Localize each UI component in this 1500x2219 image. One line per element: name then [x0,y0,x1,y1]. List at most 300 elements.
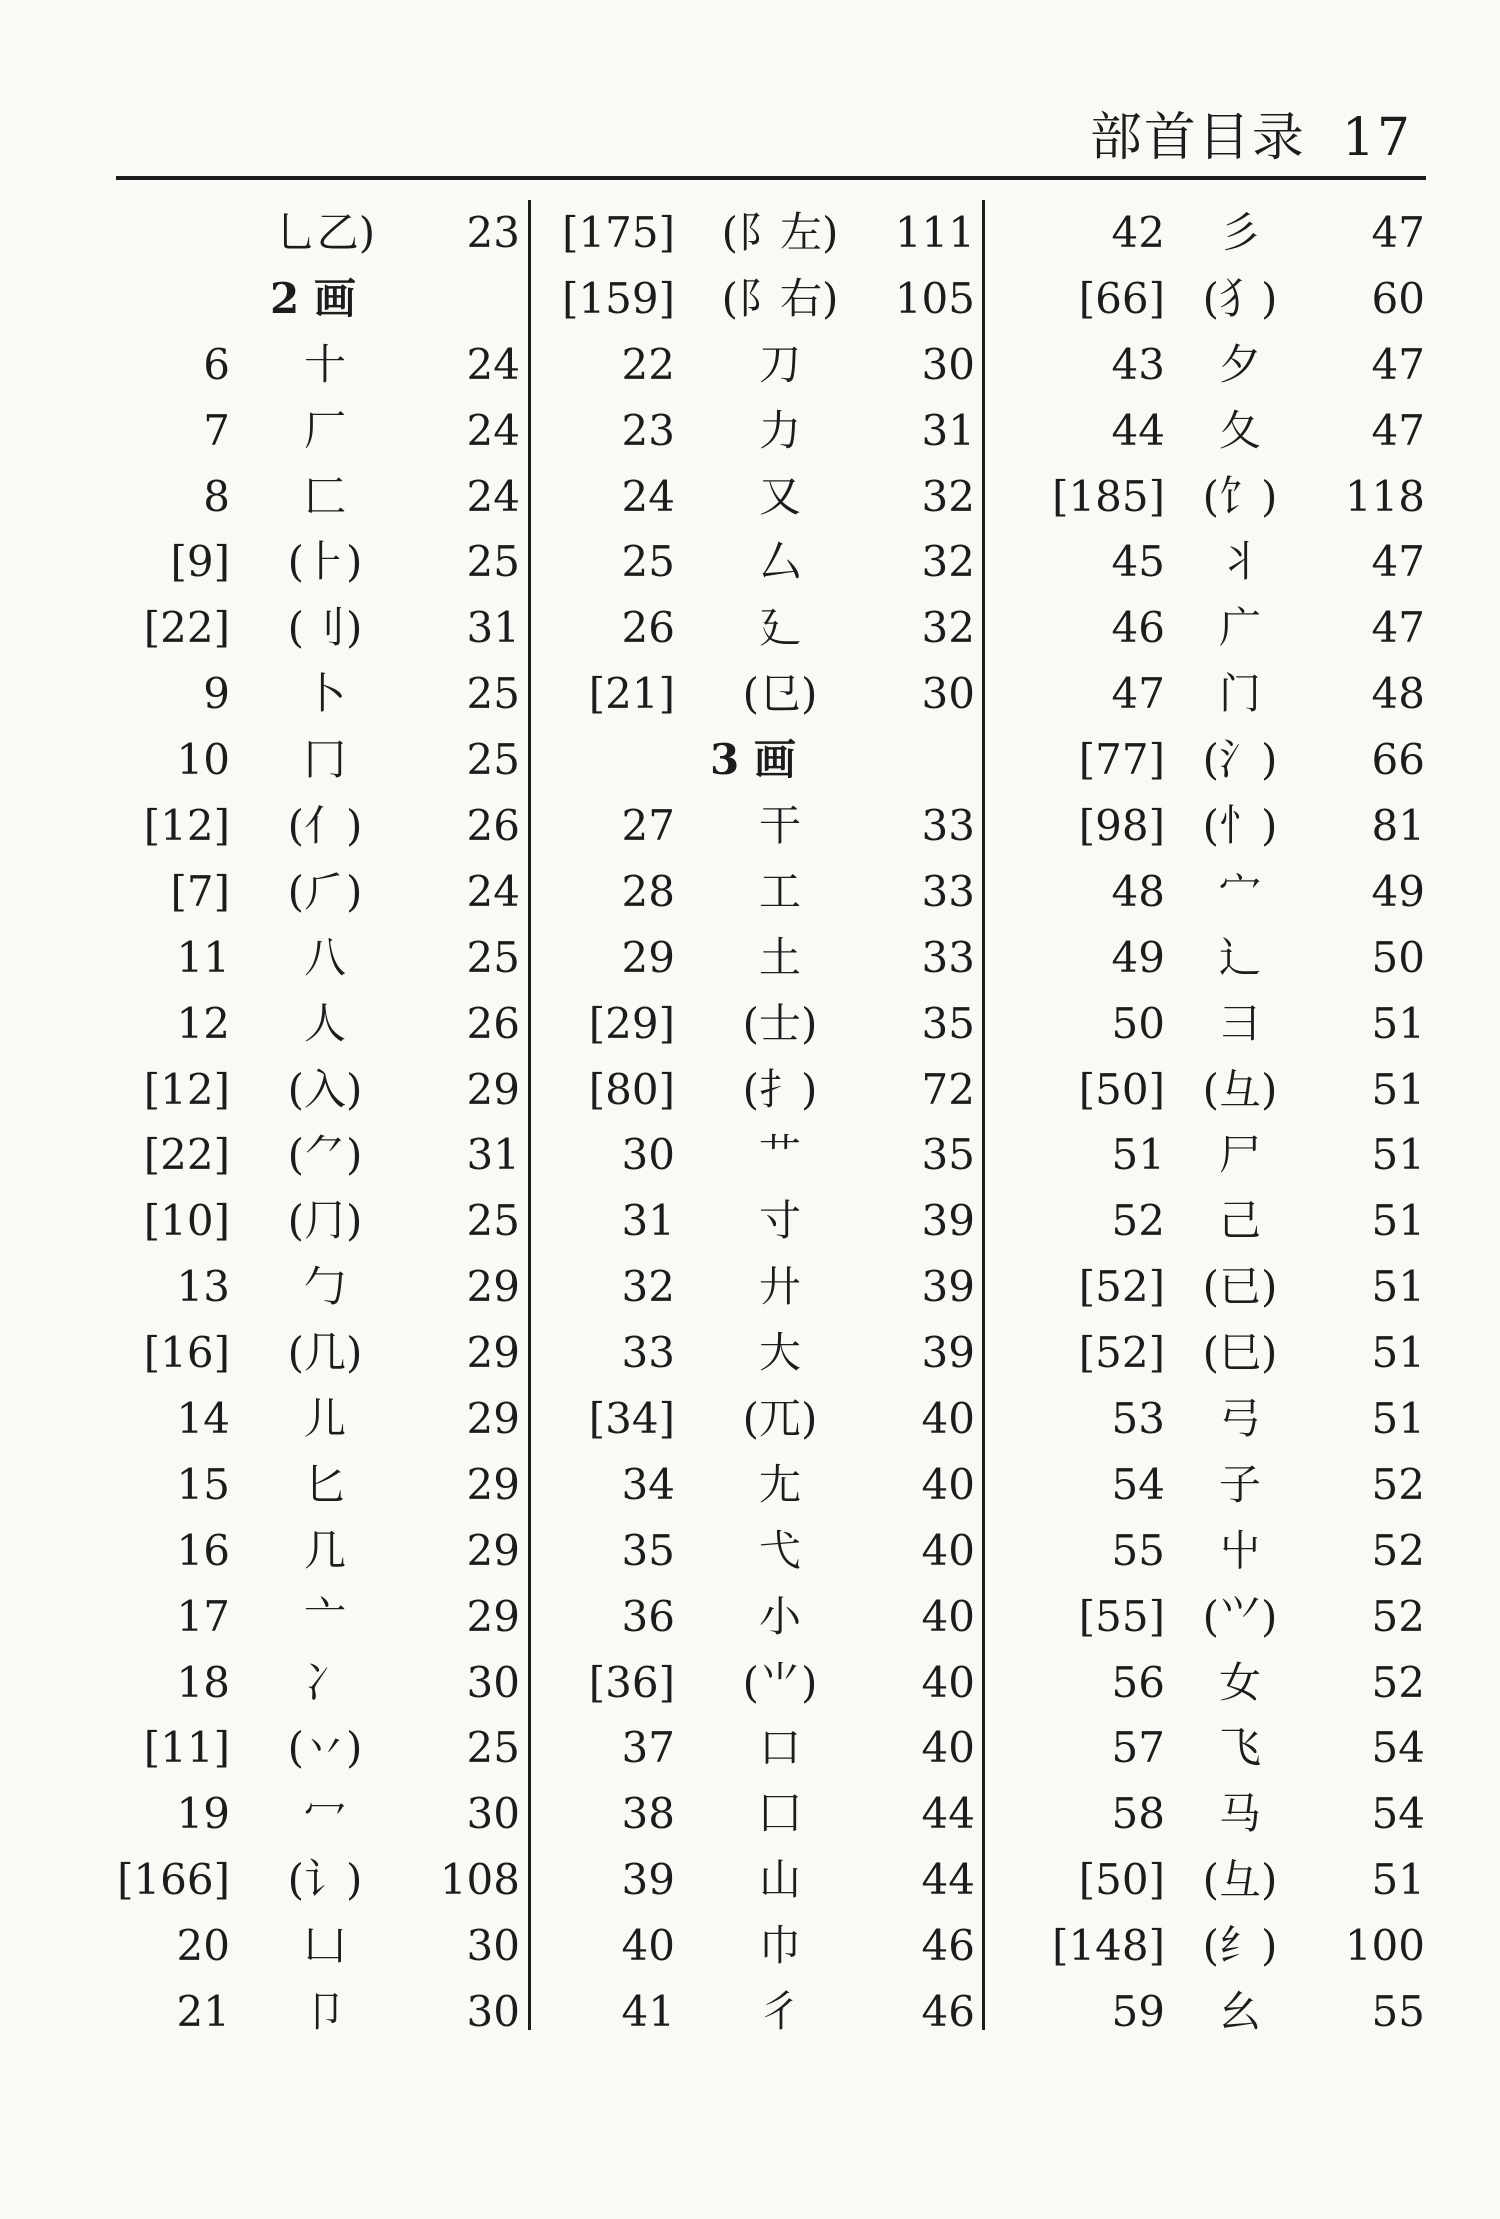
radical-glyph: (⺍) [1202,1591,1278,1641]
radical-entry [540,595,980,661]
radical-glyph: (入) [287,1064,363,1114]
radical-number: 35 [621,1525,675,1575]
radical-number: 56 [1111,1657,1165,1707]
radical-number: [50] [1078,1064,1165,1114]
radical-glyph: 己 [1218,1196,1261,1246]
page-ref: 51 [1371,1196,1425,1246]
radical-entry [995,1584,1425,1650]
radical-entry [995,529,1425,595]
radical-entry [995,859,1425,925]
radical-number: [12] [143,1064,230,1114]
page-ref: 24 [466,405,520,455]
radical-entry [540,1781,980,1847]
page-ref: 29 [466,1262,520,1312]
radical-number: [22] [143,603,230,653]
radical-glyph: 勹 [303,1262,346,1312]
radical-entry [540,1847,980,1913]
radical-number: 51 [1111,1130,1165,1180]
radical-number: [34] [588,1394,675,1444]
radical-column-2 [540,200,980,2045]
radical-number: 43 [1111,339,1165,389]
radical-entry [90,1913,520,1979]
radical-entry [540,1979,980,2045]
radical-number: 54 [1111,1459,1165,1509]
radical-number: 25 [621,537,675,587]
radical-glyph: 夂 [1218,405,1261,455]
radical-entry [995,727,1425,793]
page-ref: 30 [466,1657,520,1707]
page-ref: 40 [921,1723,975,1773]
radical-number: 39 [621,1855,675,1905]
page-ref: 35 [921,998,975,1048]
radical-glyph: 屮 [1218,1525,1261,1575]
radical-number: 49 [1111,932,1165,982]
radical-number: [21] [588,669,675,719]
radical-number: 48 [1111,866,1165,916]
page-ref: 47 [1371,405,1425,455]
radical-number: [148] [1052,1921,1165,1971]
radical-entry [995,1781,1425,1847]
radical-entry [995,1650,1425,1716]
radical-number: 13 [176,1262,230,1312]
page-ref: 66 [1371,735,1425,785]
radical-entry [90,1452,520,1518]
page-ref: 29 [466,1525,520,1575]
radical-number: 36 [621,1591,675,1641]
radical-entry [995,991,1425,1057]
page-header [0,108,1412,168]
radical-glyph: (扌) [742,1064,818,1114]
radical-glyph: 女 [1218,1657,1261,1707]
radical-number: 18 [176,1657,230,1707]
radical-number: [11] [143,1723,230,1773]
radical-glyph: 土 [758,932,801,982]
radical-number: 21 [176,1987,230,2037]
radical-number: 55 [1111,1525,1165,1575]
page-ref: 29 [466,1591,520,1641]
radical-number: [12] [143,801,230,851]
radical-number: 11 [176,932,230,982]
radical-glyph: 囗 [758,1789,801,1839]
radical-number: 14 [176,1394,230,1444]
page-ref: 26 [466,801,520,851]
radical-glyph: 山 [758,1855,801,1905]
radical-entry [995,1122,1425,1188]
radical-glyph: 宀 [1218,866,1261,916]
radical-number: [36] [588,1657,675,1707]
radical-glyph: 冫 [303,1657,346,1707]
radical-number: 32 [621,1262,675,1312]
radical-glyph: 子 [1218,1459,1261,1509]
radical-number: [52] [1078,1262,1165,1312]
page-ref: 46 [921,1987,975,2037]
radical-entry [995,1320,1425,1386]
page-ref: 47 [1371,339,1425,389]
page-ref: 44 [921,1855,975,1905]
page-ref: 25 [466,932,520,982]
radical-number: 46 [1111,603,1165,653]
radical-number: 40 [621,1921,675,1971]
page-ref: 35 [921,1130,975,1180]
page-ref: 31 [921,405,975,455]
radical-entry [540,266,980,332]
page-ref: 25 [466,735,520,785]
radical-number: 59 [1111,1987,1165,2037]
radical-number: 6 [203,339,230,389]
radical-glyph: 工 [758,866,801,916]
page-ref: 51 [1371,1394,1425,1444]
page-ref: 29 [466,1064,520,1114]
radical-entry [995,661,1425,727]
page-ref: 54 [1371,1789,1425,1839]
radical-entry [995,1979,1425,2045]
radical-number: 22 [621,339,675,389]
radical-glyph: 彡 [1218,208,1261,257]
radical-glyph: (⺌) [742,1657,818,1707]
radical-entry [90,595,520,661]
page-ref: 39 [921,1196,975,1246]
radical-glyph: (彑) [1202,1855,1278,1905]
page-ref: 52 [1371,1657,1425,1707]
page-ref: 51 [1371,1262,1425,1312]
radical-glyph: (⺈) [287,1130,363,1180]
radical-number: 26 [621,603,675,653]
radical-entry [995,332,1425,398]
radical-number: 20 [176,1921,230,1971]
radical-entry [90,1584,520,1650]
radical-glyph: 艹 [758,1130,801,1180]
radical-entry [540,1188,980,1254]
radical-glyph: (兀) [742,1394,818,1444]
page-ref: 40 [921,1394,975,1444]
page-ref: 39 [921,1262,975,1312]
page-ref: 46 [921,1921,975,1971]
radical-entry [995,398,1425,464]
radical-glyph: 尢 [758,1459,801,1509]
radical-glyph: 亠 [303,1591,346,1641]
radical-entry [90,727,520,793]
radical-glyph: (彑) [1202,1064,1278,1114]
radical-glyph: 尸 [1218,1130,1261,1180]
radical-glyph: (纟) [1202,1921,1278,1971]
radical-entry [540,925,980,991]
page-ref: 30 [921,669,975,719]
radical-number: 52 [1111,1196,1165,1246]
radical-glyph: 人 [303,998,346,1048]
radical-entry [90,1847,520,1913]
radical-number: 16 [176,1525,230,1575]
page-ref: 55 [1371,1987,1425,2037]
radical-number: [29] [588,998,675,1048]
page-ref: 118 [1344,471,1425,521]
radical-entry [90,529,520,595]
page-ref: 52 [1371,1525,1425,1575]
radical-entry [995,925,1425,991]
radical-number: 50 [1111,998,1165,1048]
radical-entry [540,1122,980,1188]
radical-glyph: (已) [1202,1262,1278,1312]
radical-entry [90,925,520,991]
radical-glyph: (氵) [1202,735,1278,785]
radical-entry [995,1518,1425,1584]
radical-entry [540,661,980,727]
radical-entry [90,398,520,464]
radical-glyph: (饣) [1202,471,1278,521]
radical-entry [90,661,520,727]
radical-glyph: (忄) [1202,801,1278,851]
radical-glyph: 弋 [758,1525,801,1575]
page-ref: 50 [1371,932,1425,982]
radical-entry [540,332,980,398]
radical-entry [90,1715,520,1781]
radical-entry [995,1057,1425,1123]
radical-entry [540,398,980,464]
radical-glyph: 彐 [1218,998,1261,1048]
radical-glyph: (讠) [287,1855,363,1905]
radical-glyph: 辶 [1218,932,1261,982]
radical-entry [90,332,520,398]
page-ref: 31 [466,603,520,653]
radical-number: 8 [203,471,230,521]
page-ref: 47 [1371,603,1425,653]
radical-glyph: (⺁) [287,866,363,916]
radical-entry [995,266,1425,332]
radical-number: 38 [621,1789,675,1839]
radical-number: 10 [176,735,230,785]
heading-label: 2 画 [270,273,356,323]
page-ref: 51 [1371,1855,1425,1905]
radical-number: 58 [1111,1789,1165,1839]
radical-number: 31 [621,1196,675,1246]
radical-glyph: 幺 [1218,1987,1261,2037]
radical-entry [540,1386,980,1452]
radical-number: [98] [1078,801,1165,851]
radical-number: 57 [1111,1723,1165,1773]
radical-entry [540,859,980,925]
page-title: 部首目录 [1089,108,1306,168]
radical-glyph: (㔾) [742,669,818,719]
radical-glyph: 十 [303,339,346,389]
radical-glyph: 刀 [758,339,801,389]
radical-glyph: 厶 [758,537,801,587]
page-number: 17 [1341,108,1412,168]
radical-column-1 [90,200,520,2045]
radical-glyph: 广 [1218,603,1261,653]
header-rule [116,176,1426,180]
page-ref: 52 [1371,1459,1425,1509]
radical-glyph: (士) [742,998,818,1048]
radical-entry [995,1847,1425,1913]
radical-number: 30 [621,1130,675,1180]
radical-glyph: 干 [758,801,801,851]
column-divider-2 [982,200,985,2030]
radical-glyph: 八 [303,932,346,982]
page-ref: 51 [1371,1064,1425,1114]
page-ref: 30 [466,1987,520,2037]
radical-entry [90,1254,520,1320]
radical-number: [80] [588,1064,675,1114]
stroke-count-heading [90,266,520,332]
radical-number: 44 [1111,405,1165,455]
page-ref: 108 [439,1855,520,1905]
page-ref: 29 [466,1459,520,1509]
radical-number: [55] [1078,1591,1165,1641]
radical-glyph: (⺆) [287,1196,363,1246]
page-ref: 54 [1371,1723,1425,1773]
radical-number: 34 [621,1459,675,1509]
page-ref: 32 [921,603,975,653]
radical-glyph: 门 [1218,669,1261,719]
radical-number: 41 [621,1987,675,2037]
radical-glyph: 口 [758,1723,801,1773]
radical-entry [90,1057,520,1123]
radical-number: [52] [1078,1328,1165,1378]
page-ref: 44 [921,1789,975,1839]
page-ref: 40 [921,1657,975,1707]
radical-number: [175] [562,208,675,257]
radical-number: 17 [176,1591,230,1641]
page-ref: 40 [921,1525,975,1575]
page-ref: 40 [921,1459,975,1509]
page-ref: 33 [921,801,975,851]
radical-entry [540,1320,980,1386]
radical-number: [7] [170,866,230,916]
radical-number: [50] [1078,1855,1165,1905]
radical-glyph: (犭) [1202,273,1278,323]
radical-number: [159] [562,273,675,323]
radical-glyph: 力 [758,405,801,455]
radical-number: [166] [117,1855,230,1905]
page-ref: 33 [921,866,975,916]
radical-glyph: 乚乙) [274,208,376,257]
radical-number: 15 [176,1459,230,1509]
radical-glyph: 冖 [303,1789,346,1839]
page-ref: 111 [894,208,975,257]
radical-entry [540,1913,980,1979]
radical-glyph: 小 [758,1591,801,1641]
radical-number: 47 [1111,669,1165,719]
radical-glyph: (亻) [287,801,363,851]
page-ref: 33 [921,932,975,982]
radical-number: 23 [621,405,675,455]
radical-number: 37 [621,1723,675,1773]
page-ref: 81 [1371,801,1425,851]
radical-glyph: 卜 [303,669,346,719]
radical-glyph: 卩 [303,1987,346,2037]
radical-glyph: 厂 [303,405,346,455]
page-ref: 30 [466,1921,520,1971]
radical-entry [995,1386,1425,1452]
page-ref: 25 [466,669,520,719]
page-ref: 29 [466,1328,520,1378]
radical-glyph: 飞 [1218,1723,1261,1773]
radical-number: [9] [170,537,230,587]
radical-number: 28 [621,866,675,916]
radical-entry [540,1715,980,1781]
radical-number: 7 [203,405,230,455]
radical-entry [995,1188,1425,1254]
radical-glyph: 匕 [303,1459,346,1509]
page-ref: 51 [1371,1130,1425,1180]
radical-entry [995,1913,1425,1979]
heading-label: 3 画 [710,735,796,785]
radical-entry [995,464,1425,530]
page-ref: 24 [466,339,520,389]
radical-glyph: 几 [303,1525,346,1575]
radical-glyph: 冂 [303,735,346,785]
radical-entry [90,1781,520,1847]
radical-entry [540,793,980,859]
page-ref: 100 [1344,1921,1425,1971]
page-ref: 39 [921,1328,975,1378]
radical-glyph: (刂) [287,603,363,653]
radical-entry [995,1715,1425,1781]
page-ref: 25 [466,1723,520,1773]
radical-entry [540,1452,980,1518]
page-ref: 47 [1371,537,1425,587]
radical-glyph: 弓 [1218,1394,1261,1444]
radical-glyph: 丬 [1218,537,1261,587]
radical-number: [22] [143,1130,230,1180]
radical-entry [90,793,520,859]
radical-glyph: 凵 [303,1921,346,1971]
radical-glyph: (⺊) [287,537,363,587]
radical-entry [540,464,980,530]
radical-entry [540,991,980,1057]
radical-number: [16] [143,1328,230,1378]
page-ref: 52 [1371,1591,1425,1641]
radical-glyph: 巾 [758,1921,801,1971]
radical-glyph: 马 [1218,1789,1261,1839]
radical-entry [90,1122,520,1188]
radical-entry [995,793,1425,859]
radical-number: 45 [1111,537,1165,587]
radical-entry [995,1452,1425,1518]
radical-number: 27 [621,801,675,851]
radical-glyph: 夕 [1218,339,1261,389]
radical-glyph: 寸 [758,1196,801,1246]
radical-glyph: 廾 [758,1262,801,1312]
page-ref: 51 [1371,1328,1425,1378]
radical-entry [90,859,520,925]
radical-glyph: (阝右) [721,273,839,323]
radical-entry [90,1320,520,1386]
radical-number: 9 [203,669,230,719]
radical-number: 53 [1111,1394,1165,1444]
radical-glyph: 大 [758,1328,801,1378]
page-ref: 23 [466,208,520,257]
page-ref: 29 [466,1394,520,1444]
column-divider-1 [528,200,531,2030]
page-ref: 48 [1371,669,1425,719]
page-ref: 32 [921,537,975,587]
page-ref: 31 [466,1130,520,1180]
radical-glyph: (巳) [1202,1328,1278,1378]
radical-entry [995,200,1425,266]
page-ref: 40 [921,1591,975,1641]
radical-entry [995,595,1425,661]
radical-entry [90,1518,520,1584]
radical-number: [10] [143,1196,230,1246]
radical-entry [540,529,980,595]
radical-glyph: 又 [758,471,801,521]
page-ref: 26 [466,998,520,1048]
radical-number: 42 [1111,208,1165,257]
radical-entry [540,1584,980,1650]
page-ref: 24 [466,866,520,916]
page-ref: 30 [921,339,975,389]
radical-number: [77] [1078,735,1165,785]
